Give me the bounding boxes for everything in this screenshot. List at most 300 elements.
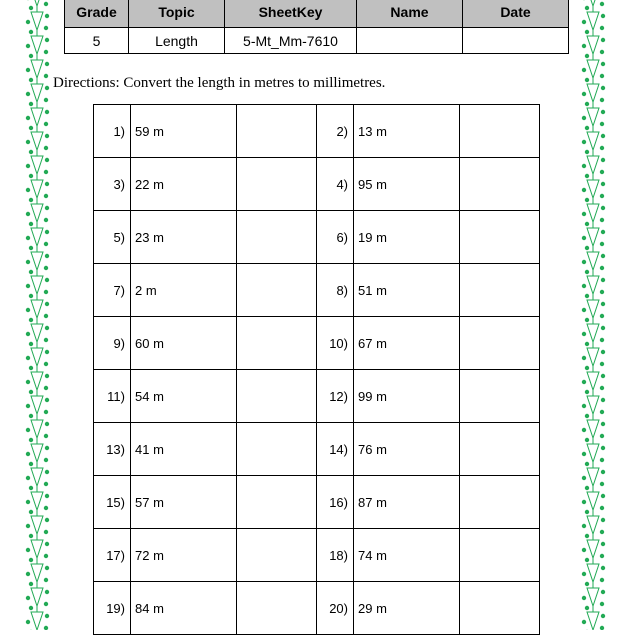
border-triangle — [587, 84, 599, 102]
border-triangle — [31, 156, 43, 174]
border-dot — [45, 566, 49, 570]
border-dot — [44, 482, 48, 486]
border-triangle — [31, 444, 43, 462]
border-triangle — [587, 204, 599, 222]
border-dot — [26, 212, 30, 216]
border-dot — [44, 386, 48, 390]
problem-value: 95 m — [354, 158, 460, 211]
problem-number: 17) — [94, 529, 131, 582]
border-dot — [26, 308, 30, 312]
border-triangle — [587, 612, 599, 630]
date-field[interactable] — [463, 28, 569, 54]
border-dot — [45, 590, 49, 594]
border-dot — [585, 6, 589, 10]
border-dot — [600, 218, 604, 222]
answer-box[interactable] — [237, 317, 317, 370]
border-dot — [45, 446, 49, 450]
header-grade-label: Grade — [65, 0, 129, 28]
border-triangle — [587, 516, 599, 534]
border-dot — [29, 198, 33, 202]
border-triangle — [587, 420, 599, 438]
border-dot — [44, 602, 48, 606]
border-dot — [601, 494, 605, 498]
border-dot — [44, 50, 48, 54]
border-dot — [585, 102, 589, 106]
problem-number: 11) — [94, 370, 131, 423]
header-date-label: Date — [463, 0, 569, 28]
border-dot — [45, 110, 49, 114]
border-dot — [44, 338, 48, 342]
problem-value: 67 m — [354, 317, 460, 370]
border-dot — [582, 308, 586, 312]
border-dot — [45, 206, 49, 210]
border-dot — [44, 218, 48, 222]
border-triangle — [587, 444, 599, 462]
border-triangle — [31, 468, 43, 486]
problem-number: 16) — [317, 476, 354, 529]
border-dot — [600, 242, 604, 246]
border-dot — [600, 602, 604, 606]
border-dot — [26, 356, 30, 360]
border-dot — [582, 476, 586, 480]
border-dot — [26, 260, 30, 264]
border-dot — [44, 146, 48, 150]
border-dot — [29, 342, 33, 346]
border-triangle — [587, 276, 599, 294]
answer-box[interactable] — [460, 582, 540, 635]
border-dot — [29, 606, 33, 610]
border-dot — [601, 62, 605, 66]
border-triangle — [31, 588, 43, 606]
border-dot — [585, 78, 589, 82]
border-triangle — [587, 564, 599, 582]
border-dot — [601, 614, 605, 618]
border-dot — [601, 38, 605, 42]
border-triangle — [31, 180, 43, 198]
border-triangle — [31, 540, 43, 558]
border-dot — [601, 182, 605, 186]
border-triangle — [587, 468, 599, 486]
border-dot — [45, 518, 49, 522]
border-dot — [600, 386, 604, 390]
border-dot — [601, 422, 605, 426]
answer-box[interactable] — [460, 423, 540, 476]
border-triangle — [31, 564, 43, 582]
border-dot — [29, 534, 33, 538]
border-dot — [601, 446, 605, 450]
answer-box[interactable] — [237, 423, 317, 476]
problem-value: 84 m — [131, 582, 237, 635]
answer-box[interactable] — [460, 370, 540, 423]
border-dot — [45, 158, 49, 162]
border-dot — [26, 548, 30, 552]
border-dot — [29, 222, 33, 226]
problem-row — [94, 529, 540, 582]
border-triangle — [587, 0, 599, 6]
border-dot — [29, 294, 33, 298]
border-dot — [29, 390, 33, 394]
border-dot — [26, 284, 30, 288]
problem-row — [94, 476, 540, 529]
header-topic-label: Topic — [129, 0, 225, 28]
border-triangle — [587, 132, 599, 150]
problem-number: 7) — [94, 264, 131, 317]
border-dot — [44, 170, 48, 174]
border-dot — [582, 164, 586, 168]
problem-value: 72 m — [131, 529, 237, 582]
border-triangle — [31, 300, 43, 318]
border-dot — [29, 30, 33, 34]
border-dot — [601, 206, 605, 210]
border-dot — [45, 326, 49, 330]
problem-row — [94, 582, 540, 635]
problem-value: 76 m — [354, 423, 460, 476]
decorative-border-left — [22, 0, 52, 630]
border-dot — [585, 438, 589, 442]
border-dot — [582, 452, 586, 456]
border-dot — [582, 524, 586, 528]
border-dot — [600, 506, 604, 510]
border-dot — [582, 500, 586, 504]
border-dot — [45, 62, 49, 66]
border-dot — [26, 188, 30, 192]
border-dot — [585, 390, 589, 394]
border-triangle — [31, 84, 43, 102]
border-triangle — [587, 36, 599, 54]
border-triangle — [587, 540, 599, 558]
border-dot — [26, 476, 30, 480]
problem-value: 87 m — [354, 476, 460, 529]
problem-row — [94, 370, 540, 423]
problem-number: 6) — [317, 211, 354, 264]
topic-value: Length — [129, 28, 225, 54]
border-triangle — [587, 12, 599, 30]
border-dot — [44, 506, 48, 510]
border-dot — [45, 302, 49, 306]
border-dot — [45, 86, 49, 90]
problem-row — [94, 105, 540, 158]
border-dot — [600, 146, 604, 150]
answer-box[interactable] — [237, 264, 317, 317]
border-dot — [45, 494, 49, 498]
border-dot — [600, 122, 604, 126]
answer-box[interactable] — [237, 211, 317, 264]
border-dot — [582, 356, 586, 360]
border-dot — [585, 318, 589, 322]
answer-box[interactable] — [460, 317, 540, 370]
border-dot — [44, 26, 48, 30]
worksheet-header-table — [64, 0, 569, 54]
border-dot — [601, 326, 605, 330]
border-dot — [600, 266, 604, 270]
border-dot — [585, 174, 589, 178]
answer-box[interactable] — [237, 476, 317, 529]
border-triangle — [587, 396, 599, 414]
answer-box[interactable] — [460, 158, 540, 211]
border-dot — [601, 278, 605, 282]
border-dot — [600, 2, 604, 6]
border-dot — [26, 140, 30, 144]
border-dot — [29, 6, 33, 10]
border-dot — [26, 236, 30, 240]
border-triangle — [31, 276, 43, 294]
border-triangle — [587, 492, 599, 510]
problem-value: 99 m — [354, 370, 460, 423]
border-dot — [45, 278, 49, 282]
border-dot — [582, 380, 586, 384]
problem-value: 22 m — [131, 158, 237, 211]
border-triangle — [31, 420, 43, 438]
answer-box[interactable] — [460, 529, 540, 582]
border-dot — [29, 582, 33, 586]
problem-value: 51 m — [354, 264, 460, 317]
border-triangle — [587, 156, 599, 174]
answer-box[interactable] — [237, 529, 317, 582]
problem-number: 3) — [94, 158, 131, 211]
border-dot — [44, 434, 48, 438]
border-dot — [45, 422, 49, 426]
border-dot — [29, 150, 33, 154]
border-triangle — [31, 12, 43, 30]
border-dot — [45, 230, 49, 234]
name-field[interactable] — [357, 28, 463, 54]
border-dot — [582, 212, 586, 216]
problem-number: 9) — [94, 317, 131, 370]
problem-row — [94, 317, 540, 370]
border-dot — [45, 350, 49, 354]
border-dot — [585, 366, 589, 370]
border-dot — [44, 2, 48, 6]
border-triangle — [31, 612, 43, 630]
border-dot — [26, 524, 30, 528]
border-dot — [582, 260, 586, 264]
border-dot — [600, 50, 604, 54]
border-dot — [582, 188, 586, 192]
border-dot — [29, 126, 33, 130]
border-dot — [26, 596, 30, 600]
border-dot — [600, 482, 604, 486]
problem-number: 4) — [317, 158, 354, 211]
border-dot — [29, 462, 33, 466]
border-dot — [44, 554, 48, 558]
problem-number: 2) — [317, 105, 354, 158]
border-triangle — [31, 36, 43, 54]
border-triangle — [31, 60, 43, 78]
border-dot — [582, 428, 586, 432]
border-triangle — [587, 588, 599, 606]
answer-box[interactable] — [460, 476, 540, 529]
problem-row — [94, 423, 540, 476]
problem-number: 5) — [94, 211, 131, 264]
border-triangle — [31, 516, 43, 534]
border-dot — [29, 246, 33, 250]
border-triangle — [31, 492, 43, 510]
border-dot — [582, 284, 586, 288]
border-dot — [26, 116, 30, 120]
problems-table — [93, 104, 540, 635]
border-dot — [44, 530, 48, 534]
border-dot — [585, 606, 589, 610]
border-dot — [601, 374, 605, 378]
border-dot — [585, 150, 589, 154]
border-dot — [600, 194, 604, 198]
border-dot — [582, 140, 586, 144]
decorative-border-right — [578, 0, 608, 630]
answer-box[interactable] — [460, 264, 540, 317]
border-dot — [44, 362, 48, 366]
border-dot — [585, 462, 589, 466]
border-dot — [600, 458, 604, 462]
border-dot — [582, 596, 586, 600]
border-dot — [582, 332, 586, 336]
border-dot — [29, 414, 33, 418]
border-dot — [582, 20, 586, 24]
border-dot — [45, 374, 49, 378]
border-dot — [601, 398, 605, 402]
border-dot — [600, 314, 604, 318]
problem-number: 10) — [317, 317, 354, 370]
border-dot — [45, 182, 49, 186]
problem-number: 1) — [94, 105, 131, 158]
border-triangle — [31, 0, 43, 6]
answer-box[interactable] — [460, 105, 540, 158]
border-dot — [601, 302, 605, 306]
problem-number: 18) — [317, 529, 354, 582]
answer-box[interactable] — [237, 370, 317, 423]
border-dot — [600, 338, 604, 342]
border-dot — [44, 98, 48, 102]
border-dot — [26, 92, 30, 96]
border-dot — [29, 318, 33, 322]
border-dot — [29, 78, 33, 82]
border-dot — [44, 266, 48, 270]
border-dot — [585, 270, 589, 274]
border-dot — [26, 500, 30, 504]
problem-value: 19 m — [354, 211, 460, 264]
border-dot — [582, 68, 586, 72]
border-dot — [26, 332, 30, 336]
border-dot — [585, 198, 589, 202]
border-dot — [601, 14, 605, 18]
problem-value: 60 m — [131, 317, 237, 370]
border-dot — [600, 530, 604, 534]
border-dot — [44, 626, 48, 630]
border-triangle — [31, 396, 43, 414]
border-dot — [29, 558, 33, 562]
border-dot — [600, 170, 604, 174]
answer-box[interactable] — [237, 105, 317, 158]
border-triangle — [31, 372, 43, 390]
border-dot — [600, 290, 604, 294]
border-dot — [45, 398, 49, 402]
border-dot — [44, 194, 48, 198]
border-dot — [26, 380, 30, 384]
border-dot — [600, 554, 604, 558]
border-dot — [582, 236, 586, 240]
border-dot — [45, 542, 49, 546]
border-dot — [585, 294, 589, 298]
border-dot — [585, 30, 589, 34]
border-triangle — [587, 300, 599, 318]
problem-value: 74 m — [354, 529, 460, 582]
border-dot — [26, 20, 30, 24]
border-dot — [601, 230, 605, 234]
border-dot — [582, 620, 586, 624]
border-dot — [585, 510, 589, 514]
border-dot — [29, 102, 33, 106]
answer-box[interactable] — [460, 211, 540, 264]
border-dot — [582, 44, 586, 48]
border-dot — [44, 410, 48, 414]
answer-box[interactable] — [237, 158, 317, 211]
border-dot — [44, 458, 48, 462]
border-dot — [600, 578, 604, 582]
sheetkey-value: 5-Mt_Mm-7610 — [225, 28, 357, 54]
border-dot — [26, 572, 30, 576]
border-dot — [29, 486, 33, 490]
border-triangle — [31, 252, 43, 270]
border-dot — [601, 86, 605, 90]
border-triangle — [31, 348, 43, 366]
border-dot — [29, 174, 33, 178]
border-triangle — [587, 60, 599, 78]
border-dot — [44, 578, 48, 582]
problem-value: 57 m — [131, 476, 237, 529]
border-dot — [601, 542, 605, 546]
answer-box[interactable] — [237, 582, 317, 635]
problem-value: 54 m — [131, 370, 237, 423]
problem-value: 59 m — [131, 105, 237, 158]
problem-row — [94, 158, 540, 211]
border-triangle — [587, 252, 599, 270]
border-dot — [601, 134, 605, 138]
border-dot — [45, 38, 49, 42]
border-dot — [29, 270, 33, 274]
border-dot — [601, 566, 605, 570]
border-dot — [600, 26, 604, 30]
border-triangle — [31, 228, 43, 246]
border-dot — [44, 242, 48, 246]
border-dot — [26, 68, 30, 72]
border-triangle — [587, 228, 599, 246]
border-dot — [45, 614, 49, 618]
border-dot — [29, 510, 33, 514]
border-dot — [26, 404, 30, 408]
border-dot — [29, 438, 33, 442]
problem-row — [94, 211, 540, 264]
problem-value: 41 m — [131, 423, 237, 476]
border-triangle — [31, 324, 43, 342]
border-dot — [601, 590, 605, 594]
border-dot — [585, 222, 589, 226]
border-dot — [582, 116, 586, 120]
border-dot — [585, 342, 589, 346]
border-dot — [585, 54, 589, 58]
border-dot — [26, 620, 30, 624]
border-dot — [585, 534, 589, 538]
border-triangle — [587, 348, 599, 366]
border-dot — [44, 122, 48, 126]
problem-number: 13) — [94, 423, 131, 476]
border-dot — [600, 434, 604, 438]
border-dot — [45, 254, 49, 258]
border-dot — [600, 410, 604, 414]
border-dot — [600, 362, 604, 366]
problem-number: 15) — [94, 476, 131, 529]
border-dot — [26, 452, 30, 456]
border-dot — [45, 14, 49, 18]
border-triangle — [31, 108, 43, 126]
